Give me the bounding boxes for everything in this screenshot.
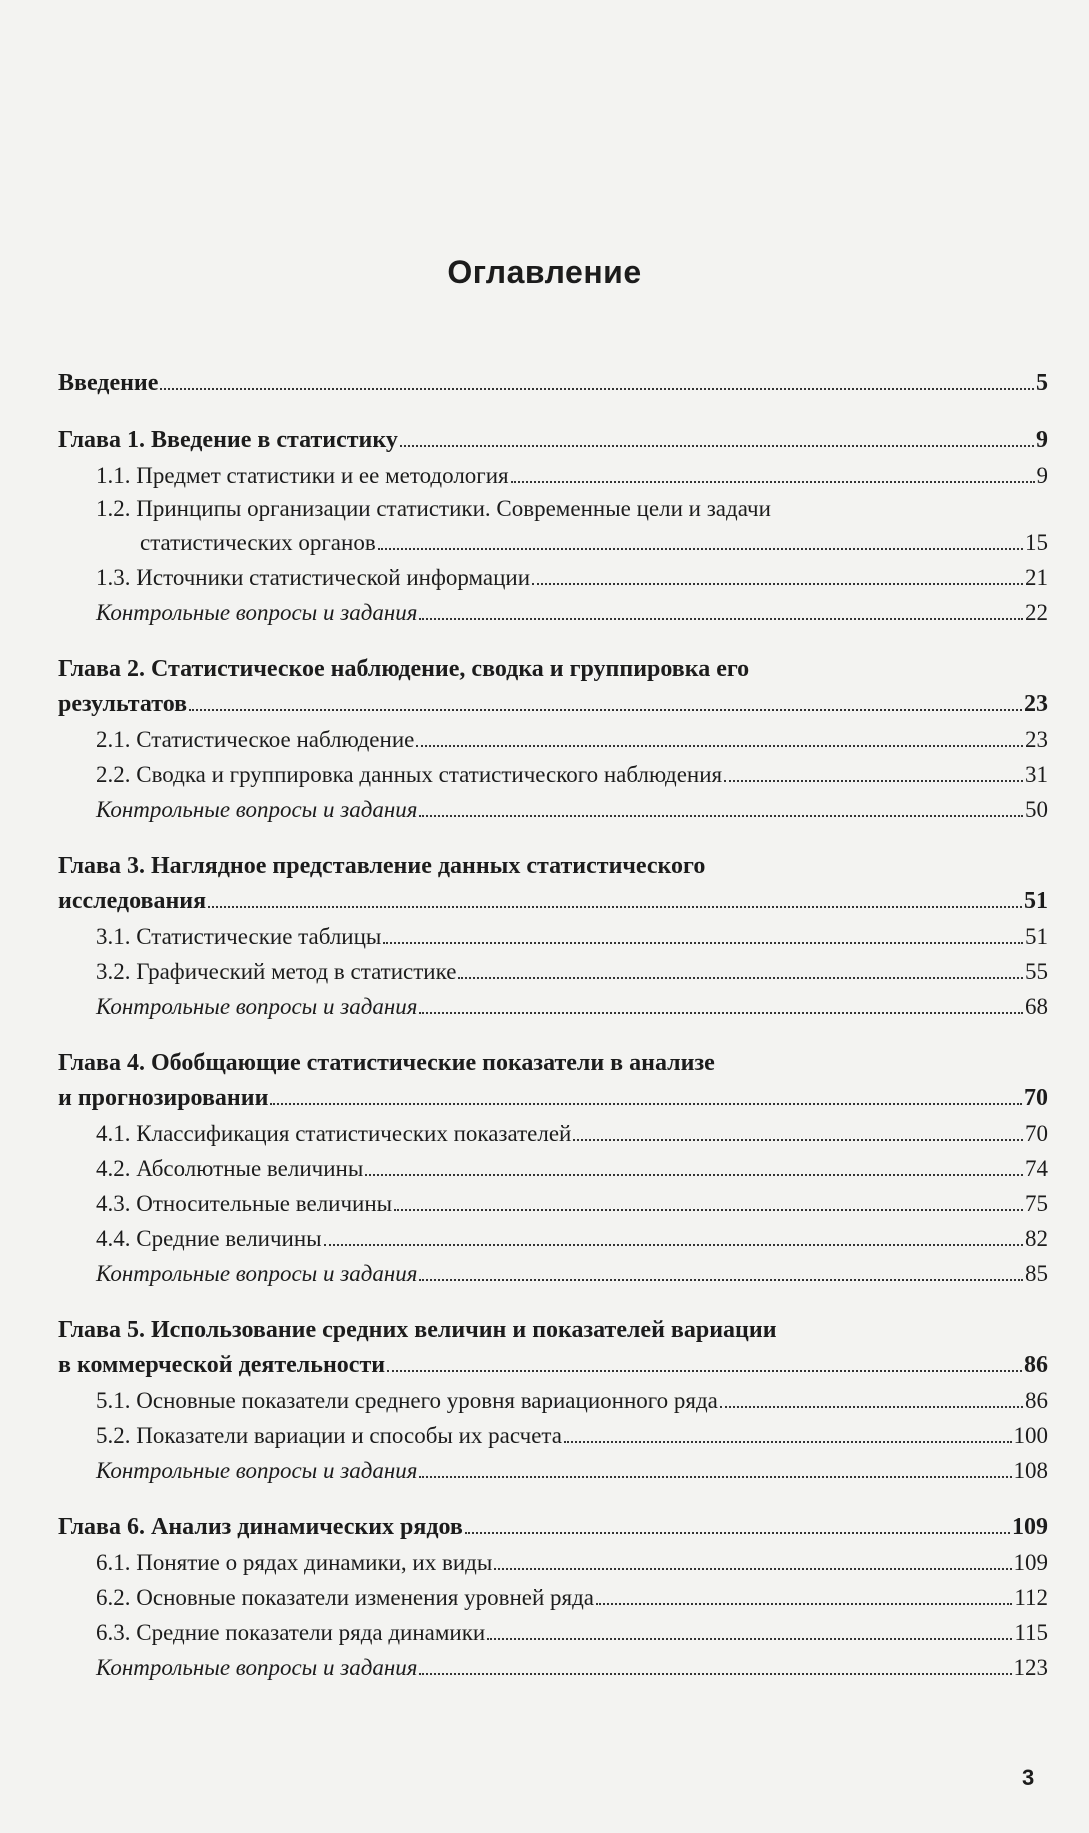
page-number: 3: [1022, 1765, 1035, 1790]
chapter-title-line2: в коммерческой деятельности: [58, 1352, 386, 1378]
section-page: 100: [1013, 1423, 1048, 1448]
questions-label: Контрольные вопросы и задания: [96, 797, 418, 822]
questions-label: Контрольные вопросы и задания: [96, 1261, 418, 1286]
toc-section-4-3: [58, 1186, 1048, 1221]
dot-leader: [270, 1097, 1022, 1105]
section-page: 82: [1025, 1226, 1048, 1251]
dot-leader: [189, 703, 1022, 711]
section-label: 5.1. Основные показатели среднего уровня вариационного ряда: [96, 1388, 718, 1413]
toc-section-1-2: [58, 493, 1048, 560]
section-label: 1.1. Предмет статистики и ее методология: [96, 463, 509, 488]
toc-section-3-1: [58, 919, 1048, 954]
section-label: 3.1. Статистические таблицы: [96, 924, 382, 949]
dot-leader: [419, 1667, 1011, 1675]
chapter-title-line1: Глава 5. Использование средних величин и показателей вариации: [58, 1317, 777, 1343]
table-of-contents: [58, 366, 1048, 1685]
toc-section-4-4: [58, 1221, 1048, 1256]
section-page: 115: [1014, 1620, 1048, 1645]
chapter-title-line1: Глава 3. Наглядное представление данных статистического: [58, 853, 706, 879]
toc-section-4-1: [58, 1116, 1048, 1151]
section-page: 9: [1036, 463, 1048, 488]
dot-leader: [511, 475, 1035, 483]
section-page: 109: [1013, 1550, 1048, 1575]
dot-leader: [532, 577, 1023, 585]
section-label: 2.1. Статистическое наблюдение: [96, 727, 415, 752]
questions-label: Контрольные вопросы и задания: [96, 1655, 418, 1680]
chapter-page: 51: [1024, 888, 1048, 914]
questions-page: 108: [1013, 1458, 1048, 1483]
toc-entry-label: Введение: [58, 370, 159, 396]
dot-leader: [394, 1203, 1023, 1211]
section-label: 6.1. Понятие о рядах динамики, их виды: [96, 1550, 493, 1575]
dot-leader: [365, 1168, 1023, 1176]
section-label: 4.1. Классификация статистических показателей: [96, 1121, 572, 1146]
chapter-title-line2-row: [58, 687, 1048, 722]
toc-section-5-2: [58, 1418, 1048, 1453]
toc-questions-4: [58, 1256, 1048, 1291]
section-page: 86: [1025, 1388, 1048, 1413]
page-title: Оглавление: [447, 254, 642, 290]
dot-leader: [324, 1238, 1023, 1246]
section-page: 21: [1025, 565, 1048, 590]
dot-leader: [208, 900, 1022, 908]
toc-section-1-3: [58, 560, 1048, 595]
chapter-title: Глава 6. Анализ динамических рядов: [58, 1514, 463, 1540]
chapter-title-line2-row: [58, 1081, 1048, 1116]
dot-leader: [458, 971, 1023, 979]
questions-label: Контрольные вопросы и задания: [96, 600, 418, 625]
chapter-title-line2-row: [58, 884, 1048, 919]
chapter-title: Глава 1. Введение в статистику: [58, 427, 398, 453]
section-label: 1.3. Источники статистической информации: [96, 565, 531, 590]
section-page: 31: [1025, 762, 1048, 787]
toc-chapter-2: [58, 652, 1048, 722]
toc-section-6-1: [58, 1545, 1048, 1580]
questions-label: Контрольные вопросы и задания: [96, 1458, 418, 1483]
dot-leader: [487, 1632, 1012, 1640]
toc-chapter-5: [58, 1313, 1048, 1383]
chapter-page: 70: [1024, 1085, 1048, 1111]
section-page: 70: [1025, 1121, 1048, 1146]
dot-leader: [387, 1364, 1022, 1372]
questions-page: 123: [1013, 1655, 1048, 1680]
section-label: 4.3. Относительные величины: [96, 1191, 393, 1216]
dot-leader: [416, 739, 1023, 747]
toc-section-6-2: [58, 1580, 1048, 1615]
toc-section-5-1: [58, 1383, 1048, 1418]
toc-section-1-1: [58, 458, 1048, 493]
section-page: 23: [1025, 727, 1048, 752]
toc-entry-page: 5: [1036, 370, 1048, 396]
chapter-title-line2: результатов: [58, 691, 188, 717]
questions-page: 68: [1025, 994, 1048, 1019]
questions-page: 50: [1025, 797, 1048, 822]
section-page: 75: [1025, 1191, 1048, 1216]
toc-section-4-2: [58, 1151, 1048, 1186]
section-label: 5.2. Показатели вариации и способы их расчета: [96, 1423, 562, 1448]
toc-chapter-3: [58, 849, 1048, 919]
section-label: 6.3. Средние показатели ряда динамики: [96, 1620, 486, 1645]
chapter-page: 86: [1024, 1352, 1048, 1378]
dot-leader: [419, 809, 1023, 817]
toc-section-2-2: [58, 757, 1048, 792]
dot-leader: [419, 612, 1023, 620]
toc-chapter-1: [58, 423, 1048, 458]
toc-questions-2: [58, 792, 1048, 827]
section-label: 6.2. Основные показатели изменения уровней ряда: [96, 1585, 595, 1610]
chapter-title-line2: и прогнозировании: [58, 1085, 269, 1111]
toc-questions-5: [58, 1453, 1048, 1488]
dot-leader: [400, 439, 1034, 447]
dot-leader: [724, 774, 1023, 782]
section-label-line1: 1.2. Принципы организации статистики. Современные цели и задачи: [96, 496, 771, 521]
toc-questions-1: [58, 595, 1048, 630]
chapter-page: 23: [1024, 691, 1048, 717]
dot-leader: [378, 542, 1023, 550]
chapter-title-line2: исследования: [58, 888, 207, 914]
section-label: 4.2. Абсолютные величины: [96, 1156, 364, 1181]
section-page: 74: [1025, 1156, 1048, 1181]
toc-section-6-3: [58, 1615, 1048, 1650]
toc-chapter-4: [58, 1046, 1048, 1116]
section-page: 55: [1025, 959, 1048, 984]
questions-page: 22: [1025, 600, 1048, 625]
questions-page: 85: [1025, 1261, 1048, 1286]
section-page: 51: [1025, 924, 1048, 949]
dot-leader: [383, 936, 1023, 944]
section-line2: [96, 525, 1048, 560]
chapter-page: 9: [1036, 427, 1048, 453]
chapter-title-line1: Глава 4. Обобщающие статистические показатели в анализе: [58, 1050, 715, 1076]
dot-leader: [465, 1526, 1010, 1534]
dot-leader: [564, 1435, 1012, 1443]
dot-leader: [573, 1133, 1023, 1141]
section-label: 2.2. Сводка и группировка данных статистического наблюдения: [96, 762, 723, 787]
toc-section-3-2: [58, 954, 1048, 989]
dot-leader: [419, 1470, 1011, 1478]
dot-leader: [494, 1562, 1011, 1570]
questions-label: Контрольные вопросы и задания: [96, 994, 418, 1019]
chapter-title-line1: Глава 2. Статистическое наблюдение, сводка и группировка его: [58, 656, 750, 682]
toc-questions-6: [58, 1650, 1048, 1685]
dot-leader: [720, 1400, 1023, 1408]
dot-leader: [419, 1006, 1023, 1014]
chapter-page: 109: [1012, 1514, 1048, 1540]
toc-entry-intro: [58, 366, 1048, 401]
chapter-title-line2-row: [58, 1348, 1048, 1383]
dot-leader: [419, 1273, 1023, 1281]
dot-leader: [596, 1597, 1012, 1605]
toc-questions-3: [58, 989, 1048, 1024]
dot-leader: [160, 382, 1034, 390]
section-page: 15: [1025, 530, 1048, 555]
toc-chapter-6: [58, 1510, 1048, 1545]
section-label-line2: статистических органов: [140, 530, 376, 555]
section-page: 112: [1014, 1585, 1048, 1610]
section-label: 3.2. Графический метод в статистике: [96, 959, 457, 984]
toc-section-2-1: [58, 722, 1048, 757]
section-label: 4.4. Средние величины: [96, 1226, 322, 1251]
